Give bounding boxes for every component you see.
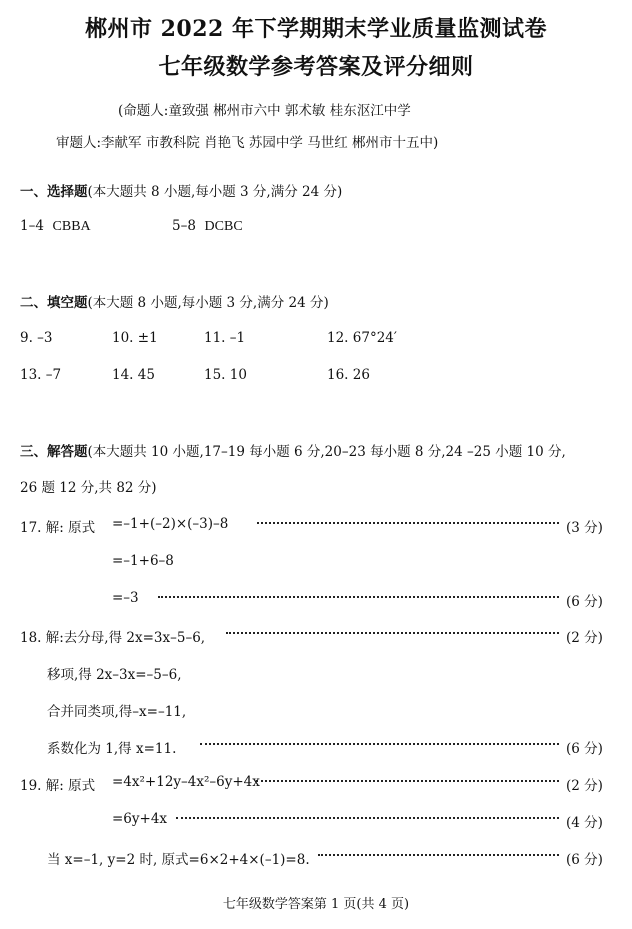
- q19-step3: 当 x=–1, y=2 时, 原式=6×2+4×(–1)=8.: [47, 852, 310, 868]
- dot-leader: [226, 632, 559, 634]
- q19-score2: (4 分): [566, 815, 603, 831]
- section1-header: [20, 180, 342, 200]
- document-subtitle: 七年级数学参考答案及评分细则: [158, 54, 474, 80]
- q17-step3: =–3: [112, 590, 139, 606]
- q19-score1: (2 分): [566, 778, 603, 794]
- q17-label: 17. 解: 原式: [20, 520, 96, 536]
- q17-step2: =–1+6–8: [112, 553, 174, 569]
- section2-note: (本大题 8 小题,每小题 3 分,满分 24 分): [87, 295, 329, 311]
- answer-range: 1–4: [20, 218, 44, 234]
- section1-heading: 一、选择题: [20, 184, 88, 200]
- page-footer: 七年级数学答案第 1 页(共 4 页): [222, 897, 410, 912]
- dot-leader: [200, 743, 559, 745]
- fill-answer: 16. 26: [327, 367, 370, 383]
- q18-step3: 合并同类项,得–x=–11,: [47, 704, 187, 720]
- fill-answer: 14. 45: [112, 367, 155, 383]
- q19-score3: (6 分): [566, 852, 603, 868]
- q17-step1: =–1+(–2)×(–3)–8: [112, 516, 229, 532]
- dot-leader: [256, 780, 559, 782]
- q18-score1: (2 分): [566, 630, 603, 646]
- q18-step4: 系数化为 1,得 x=11.: [47, 741, 177, 757]
- fill-answer: 10. ±1: [112, 330, 158, 346]
- fill-answer: 15. 10: [204, 367, 247, 383]
- section2-header: [20, 291, 329, 311]
- q18-step1: 18. 解:去分母,得 2x=3x–5–6,: [20, 630, 206, 646]
- answer-value: CBBA: [52, 219, 91, 234]
- document-title: 郴州市 2022 年下学期期末学业质量监测试卷: [84, 16, 548, 42]
- answer-range: 5–8: [172, 218, 196, 234]
- fill-answer: 13. –7: [20, 367, 62, 383]
- dot-leader: [318, 854, 559, 856]
- section3-header: [20, 440, 566, 460]
- section1-note: (本大题共 8 小题,每小题 3 分,满分 24 分): [87, 184, 343, 200]
- section3-note: (本大题共 10 小题,17–19 每小题 6 分,20–23 每小题 8 分,24 –25 小题 10 分,: [87, 444, 566, 460]
- dot-leader: [257, 522, 559, 524]
- q19-label: 19. 解: 原式: [20, 778, 96, 794]
- fill-answer: 11. –1: [204, 330, 246, 346]
- q18-step2: 移项,得 2x–3x=–5–6,: [47, 667, 182, 683]
- q17-score3: (6 分): [566, 594, 603, 610]
- q19-step1: =4x²+12y–4x²–6y+4x: [112, 774, 260, 790]
- fill-answer: 9. –3: [20, 330, 53, 346]
- q19-step2: =6y+4x: [112, 811, 168, 827]
- section1-answer-1: [20, 218, 91, 235]
- section1-answer-2: [172, 218, 243, 235]
- reviewers-line: 审题人:李献军 市教科院 肖艳飞 苏园中学 马世红 郴州市十五中): [56, 135, 439, 151]
- answer-value: DCBC: [204, 219, 243, 234]
- section2-heading: 二、填空题: [20, 295, 88, 311]
- section3-heading: 三、解答题: [20, 444, 88, 460]
- q18-score4: (6 分): [566, 741, 603, 757]
- q17-score1: (3 分): [566, 520, 603, 536]
- dot-leader: [158, 596, 559, 598]
- setters-line: (命题人:童致强 郴州市六中 郭术敏 桂东沤江中学: [118, 103, 411, 119]
- section3-note-cont: 26 题 12 分,共 82 分): [20, 480, 157, 496]
- dot-leader: [176, 817, 559, 819]
- fill-answer: 12. 67°24′: [327, 330, 397, 346]
